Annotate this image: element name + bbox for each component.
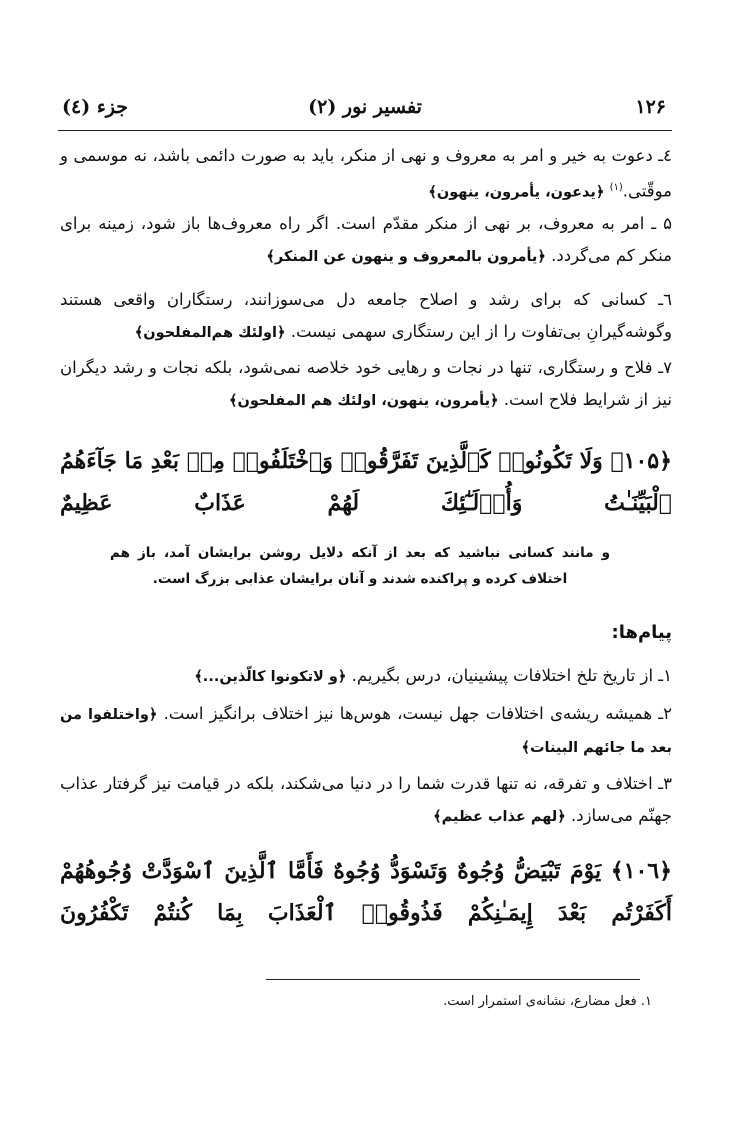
quran-reference: ﴿یأمرون بالمعروف و ینهون عن المنکر﴾	[266, 249, 546, 265]
point-text: ۵ ـ امر به معروف، بر نهی از منکر مقدّم است. اگر راه معروف‌ها باز شود، زمینه برای منکر کم می‌گردد.	[60, 214, 672, 265]
quran-reference: ﴿لهم عذاب عظیم﴾	[433, 809, 566, 825]
point-text: ٤ـ دعوت به خیر و امر به معروف و نهی از منکر، باید به صورت دائمی باشد، نه موسمی و موقّتی.	[60, 146, 672, 201]
point-6	[60, 284, 672, 349]
footnote-rule	[266, 979, 640, 980]
footnote: ۱. فعل مضارع، نشانه‌ی استمرار است.	[443, 994, 652, 1009]
quran-reference: ﴿یأمرون، ینهون، اولئك هم المفلحون﴾	[228, 393, 499, 409]
point-text: ٧ـ فلاح و رستگاری، تنها در نجات و رهایی خود خلاصه نمی‌شود، بلکه نجات و رشد دیگران نیز از شرایط فلاح است.	[60, 358, 672, 409]
quran-reference: ﴿اولئك هم‌المفلحون﴾	[134, 325, 286, 341]
point-5	[60, 208, 672, 273]
quran-verse-105: ﴿۱۰۵﴾ وَلَا تَكُونُوا۟ كَٱلَّذِينَ تَفَرَّقُوا۟ وَٱخْتَلَفُوا۟ مِنۢ بَعْدِ مَا جَآءَهُمُ ٱلْبَيِّنَـٰتُ وَأُو۟لَـٰٓئِكَ لَهُمْ عَذَابٌ عَظِيمٌ	[60, 448, 672, 516]
point-4	[60, 140, 672, 209]
part-label: جزء (٤)	[62, 96, 128, 118]
quran-reference: ﴿واختلفوا من بعد ما جائهم البینات﴾	[60, 707, 672, 756]
point-7	[60, 352, 672, 417]
quran-reference: ﴿و لاتکونوا کالّذین...﴾	[194, 669, 347, 685]
message-2	[60, 698, 672, 764]
message-1	[60, 660, 672, 693]
header-rule	[58, 130, 672, 131]
quran-verse-106: ﴿۱۰٦﴾ يَوْمَ تَبْيَضُّ وُجُوهٌ وَتَسْوَدُّ وُجُوهٌ فَأَمَّا ٱلَّذِينَ ٱسْوَدَّتْ وُجُوهُهُمْ أَكَفَرْتُم بَعْدَ إِيمَـٰنِكُمْ فَذُوقُوا۟ ٱلْعَذَابَ بِمَا كُنتُمْ تَكْفُرُونَ	[60, 858, 672, 926]
verse-translation: و مانند کسانی نباشید که بعد از آنکه دلایل روشن برایشان آمد، باز هم اختلاف کرده و پراکنده شدند و آنان برایشان عذابی بزرگ است.	[110, 545, 610, 587]
message-text: ۳ـ اختلاف و تفرقه، نه تنها قدرت شما را در دنیا می‌شکند، بلکه در قیامت نیز گرفتار عذاب جهنّم می‌سازد.	[60, 774, 672, 825]
quran-reference: ﴿یدعون، یأمرون، ینهون﴾	[428, 184, 605, 201]
page-number: ۱۲۶	[635, 96, 666, 118]
book-title: تفسیر نور (۲)	[308, 96, 422, 118]
message-text: ۲ـ همیشه ریشه‌ی اختلافات جهل نیست، هوس‌ها نیز اختلاف برانگیز است.	[163, 704, 672, 723]
messages-heading: پیام‌ها:	[611, 622, 672, 643]
point-text: ٦ـ کسانی که برای رشد و اصلاح جامعه دل می‌سوزانند، رستگاران واقعی هستند وگوشه‌گیرانِ بی‌تفاوت را از این رستگاری سهمی نیست.	[60, 290, 672, 341]
message-text: ۱ـ از تاریخ تلخ اختلافات پیشینیان، درس بگیریم.	[351, 666, 672, 685]
footnote-marker: (۱)	[609, 182, 623, 193]
message-3	[60, 768, 672, 833]
page-header	[58, 96, 672, 126]
